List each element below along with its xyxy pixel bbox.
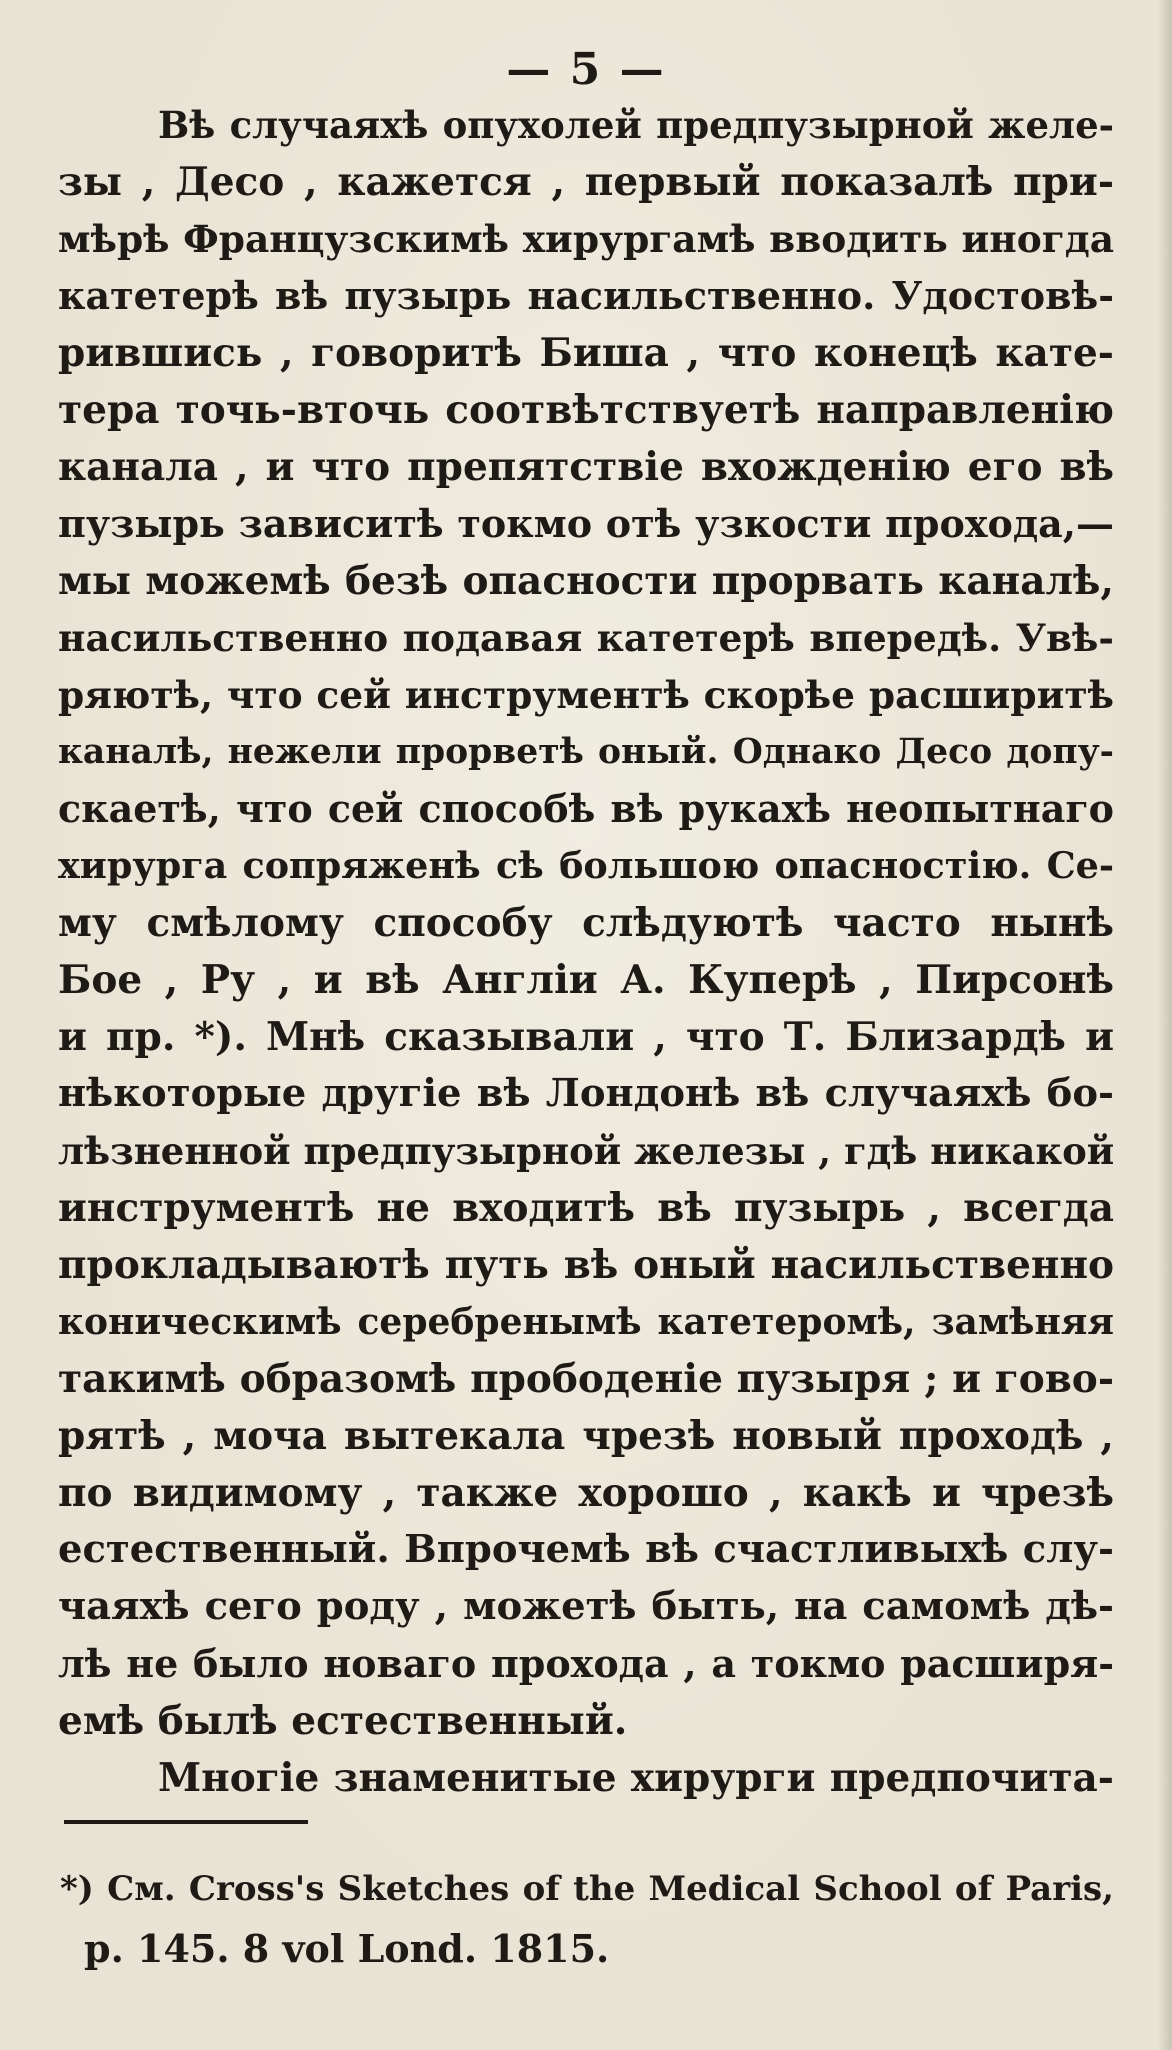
text-line: рятѣ , моча вытекала чрезѣ новый проходѣ , bbox=[58, 1413, 1114, 1459]
text-line: скаетѣ, что сей способѣ вѣ рукахѣ неопытнаго bbox=[58, 786, 1114, 831]
text-line: чаяхѣ сего роду , можетѣ быть, на самомѣ дѣ- bbox=[58, 1584, 1114, 1629]
text-line: Многіе знаменитые хирурги предпочита- bbox=[158, 1755, 1114, 1801]
footnote-line: p. 145. 8 vol Lond. 1815. bbox=[84, 1926, 610, 1971]
text-line: насильственно подавая катетерѣ впередѣ. Увѣ- bbox=[58, 616, 1114, 660]
text-line: Вѣ случаяхѣ опухолей предпузырной желе- bbox=[158, 103, 1114, 147]
text-line: пузырь зависитѣ токмо отѣ узкости прохода,— bbox=[58, 501, 1114, 546]
text-line: катетерѣ вѣ пузырь насильственно. Удостовѣ- bbox=[58, 273, 1114, 318]
text-line: естественный. Впрочемѣ вѣ счастливыхѣ слу- bbox=[58, 1527, 1114, 1572]
text-line: прокладываютѣ путь вѣ оный насильственно bbox=[58, 1242, 1114, 1288]
text-line: коническимѣ серебренымѣ катетеромѣ, замѣняя bbox=[58, 1301, 1114, 1343]
text-line: ряютѣ, что сей инструментѣ скорѣе расширитѣ bbox=[58, 673, 1114, 717]
text-line: му смѣлому способу слѣдуютѣ часто нынѣ bbox=[58, 900, 1114, 946]
text-line: хирурга сопряженѣ сѣ большою опасностію. Се- bbox=[58, 844, 1114, 887]
text-line: мы можемѣ безѣ опасности прорвать каналѣ, bbox=[58, 558, 1114, 604]
page-edge-shadow bbox=[1158, 0, 1172, 2050]
text-line: емѣ былѣ естественный. bbox=[58, 1698, 628, 1744]
text-line: тера точь-вточь соотвѣтствуетѣ направленію bbox=[58, 387, 1114, 433]
text-line: лѣзненной предпузырной железы , гдѣ никакой bbox=[58, 1129, 1114, 1173]
text-line: каналѣ, нежели прорветѣ оный. Однако Десо допу- bbox=[58, 732, 1114, 772]
footnote-line: *) См. Cross's Sketches of the Medical School of Paris, bbox=[60, 1869, 1114, 1909]
text-line: инструментѣ не входитѣ вѣ пузырь , всегда bbox=[58, 1185, 1114, 1231]
text-line: такимѣ образомѣ прободеніе пузыря ; и гово- bbox=[58, 1356, 1114, 1402]
text-line: лѣ не было новаго прохода , а токмо расширя- bbox=[58, 1641, 1114, 1686]
footnote-rule bbox=[64, 1820, 308, 1824]
text-line: и пр. *). Мнѣ сказывали , что Т. Близардѣ и bbox=[58, 1014, 1114, 1060]
text-line: зы , Десо , кажется , первый показалѣ при- bbox=[58, 159, 1114, 205]
page-number: — 5 — bbox=[506, 44, 666, 95]
text-line: Бое , Ру , и вѣ Англіи А. Куперѣ , Пирсонѣ bbox=[58, 957, 1114, 1003]
text-line: нѣкоторые другіе вѣ Лондонѣ вѣ случаяхѣ бо- bbox=[58, 1071, 1114, 1116]
text-line: по видимому , также хорошо , какѣ и чрезѣ bbox=[58, 1470, 1114, 1516]
text-line: канала , и что препятствіе вхожденію его вѣ bbox=[58, 444, 1114, 490]
text-line: рившись , говоритѣ Биша , что конецѣ кате- bbox=[58, 330, 1114, 376]
text-line: мѣрѣ Французскимѣ хирургамѣ вводить иногда bbox=[58, 217, 1114, 261]
